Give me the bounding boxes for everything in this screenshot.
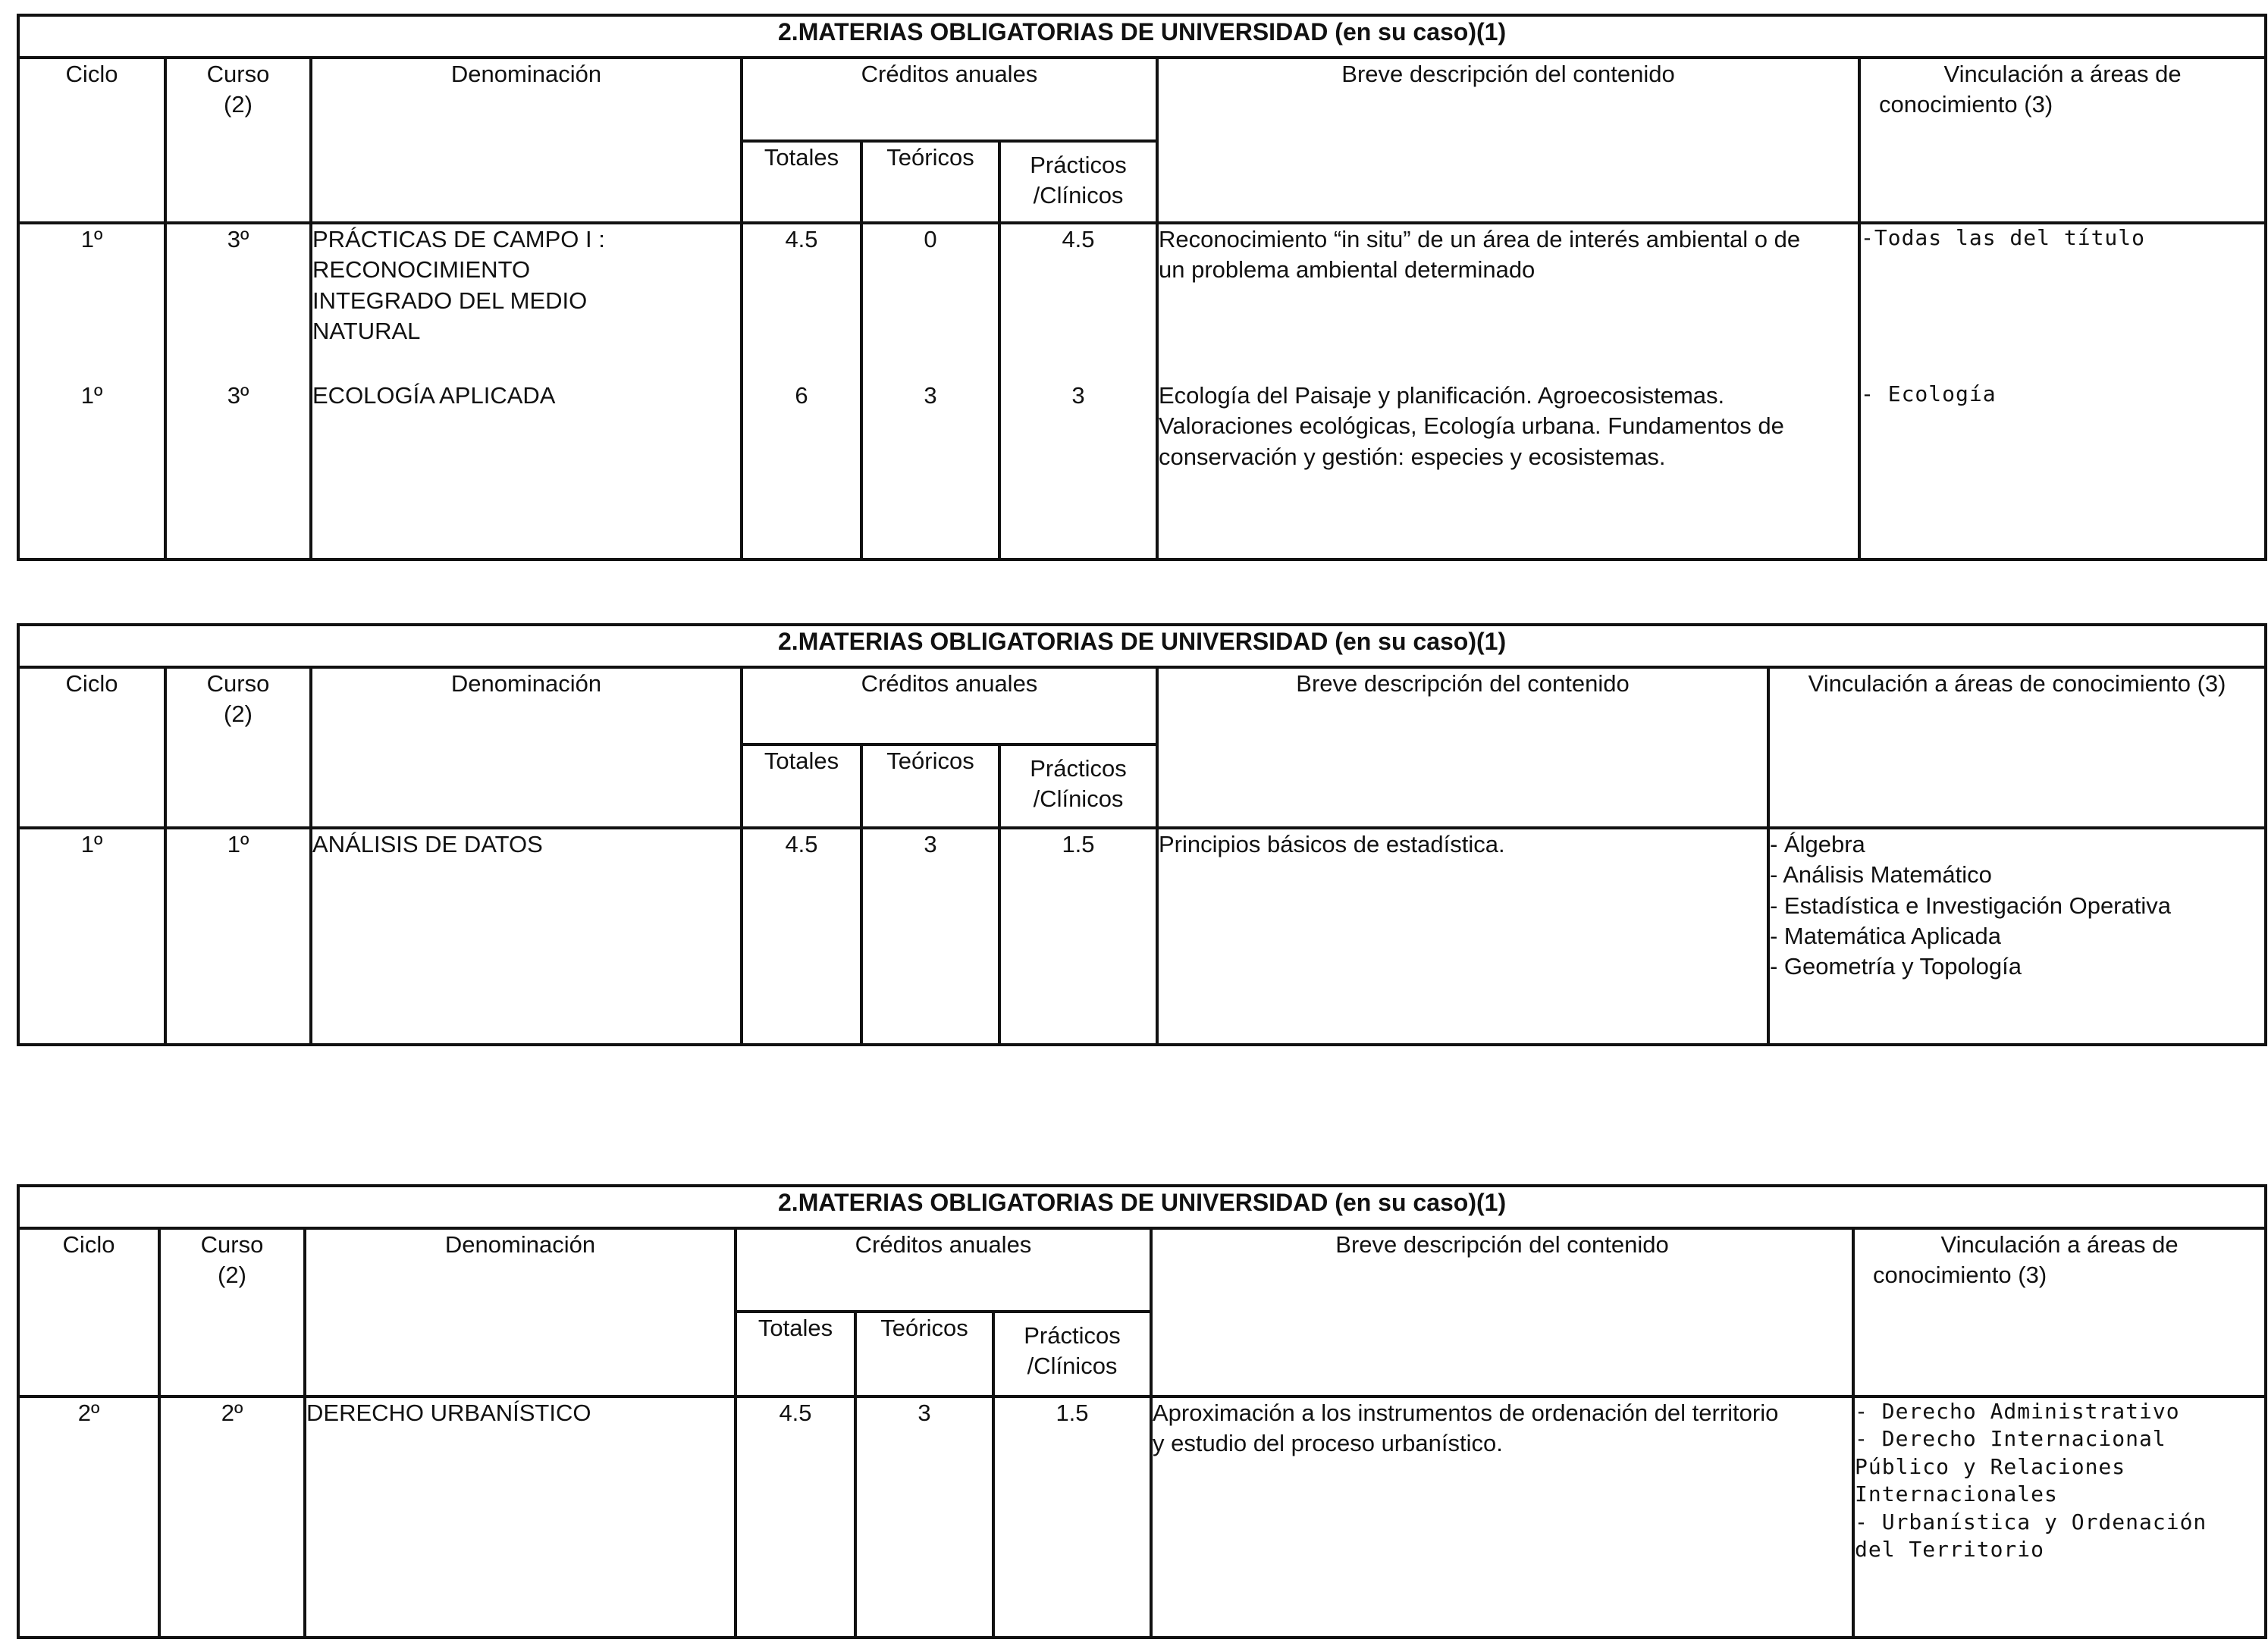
col-header-ciclo: Ciclo — [18, 667, 165, 828]
totales-cell: 4.5 6 — [742, 223, 861, 560]
col-header-totales: Totales — [742, 141, 861, 223]
col-header-denominacion: Denominación — [305, 1228, 736, 1397]
col-header-vinculacion: Vinculación a áreas de conocimiento (3) — [1859, 58, 2266, 223]
col-header-teoricos: Teóricos — [855, 1312, 993, 1397]
col-header-practicos: Prácticos /Clínicos — [993, 1312, 1151, 1397]
practicos-cell: 1.5 — [993, 1397, 1151, 1638]
table-title: 2.MATERIAS OBLIGATORIAS DE UNIVERSIDAD (en su caso)(1) — [18, 1186, 2266, 1228]
ciclo-cell: 1º — [18, 828, 165, 1045]
col-header-curso: Curso (2) — [165, 667, 311, 828]
teoricos-cell: 0 3 — [861, 223, 999, 560]
col-header-creditos: Créditos anuales — [736, 1228, 1151, 1312]
teoricos-cell: 3 — [855, 1397, 993, 1638]
denominacion-cell: PRÁCTICAS DE CAMPO I : RECONOCIMIENTO INTEGRADO DEL MEDIO NATURAL ECOLOGÍA APLICADA — [311, 223, 742, 560]
descripcion-cell: Principios básicos de estadística. — [1157, 828, 1768, 1045]
table-title: 2.MATERIAS OBLIGATORIAS DE UNIVERSIDAD (en su caso)(1) — [18, 15, 2266, 58]
totales-cell: 4.5 — [736, 1397, 855, 1638]
ciclo-cell: 2º — [18, 1397, 159, 1638]
col-header-ciclo: Ciclo — [18, 1228, 159, 1397]
col-header-creditos: Créditos anuales — [742, 58, 1157, 141]
denominacion-cell: DERECHO URBANÍSTICO — [305, 1397, 736, 1638]
col-header-totales: Totales — [742, 744, 861, 828]
col-header-vinculacion: Vinculación a áreas de conocimiento (3) — [1853, 1228, 2266, 1397]
denominacion-cell: ANÁLISIS DE DATOS — [311, 828, 742, 1045]
curso-cell: 2º — [159, 1397, 305, 1638]
col-header-denominacion: Denominación — [311, 58, 742, 223]
practicos-cell: 1.5 — [999, 828, 1157, 1045]
descripcion-cell: Reconocimiento “in situ” de un área de interés ambiental o de un problema ambiental determinado Ecología del Paisaje y planificación. Agroecosistemas. Valoraciones ecológicas, Ecología urbana. Fundamentos de conservación y gestión: especies y ecosistemas. — [1157, 223, 1859, 560]
teoricos-cell: 3 — [861, 828, 999, 1045]
practicos-cell: 4.5 3 — [999, 223, 1157, 560]
vinculacion-cell: -Todas las del título - Ecología — [1859, 223, 2266, 560]
col-header-teoricos: Teóricos — [861, 141, 999, 223]
col-header-curso: Curso (2) — [159, 1228, 305, 1397]
col-header-descripcion: Breve descripción del contenido — [1151, 1228, 1853, 1397]
col-header-vinculacion: Vinculación a áreas de conocimiento (3) — [1768, 667, 2266, 828]
subjects-table-3 — [17, 1184, 2267, 1639]
col-header-ciclo: Ciclo — [18, 58, 165, 223]
vinculacion-cell: - Álgebra - Análisis Matemático - Estadística e Investigación Operativa - Matemática Aplicada - Geometría y Topología — [1768, 828, 2266, 1045]
subjects-table-1 — [17, 14, 2267, 561]
col-header-practicos: Prácticos /Clínicos — [999, 141, 1157, 223]
col-header-descripcion: Breve descripción del contenido — [1157, 58, 1859, 223]
col-header-descripcion: Breve descripción del contenido — [1157, 667, 1768, 828]
totales-cell: 4.5 — [742, 828, 861, 1045]
col-header-denominacion: Denominación — [311, 667, 742, 828]
col-header-practicos: Prácticos /Clínicos — [999, 744, 1157, 828]
curso-cell: 3º 3º — [165, 223, 311, 560]
table-title: 2.MATERIAS OBLIGATORIAS DE UNIVERSIDAD (en su caso)(1) — [18, 625, 2266, 667]
col-header-totales: Totales — [736, 1312, 855, 1397]
vinculacion-cell: - Derecho Administrativo - Derecho Internacional Público y Relaciones Internacionales - Urbanística y Ordenación del Territorio — [1853, 1397, 2266, 1638]
col-header-creditos: Créditos anuales — [742, 667, 1157, 744]
col-header-teoricos: Teóricos — [861, 744, 999, 828]
descripcion-cell: Aproximación a los instrumentos de ordenación del territorio y estudio del proceso urbanístico. — [1151, 1397, 1853, 1638]
curso-cell: 1º — [165, 828, 311, 1045]
table-row — [18, 1397, 2266, 1638]
col-header-curso: Curso (2) — [165, 58, 311, 223]
table-row — [18, 828, 2266, 1045]
subjects-table-2 — [17, 623, 2267, 1046]
ciclo-cell: 1º 1º — [18, 223, 165, 560]
table-row — [18, 223, 2266, 560]
